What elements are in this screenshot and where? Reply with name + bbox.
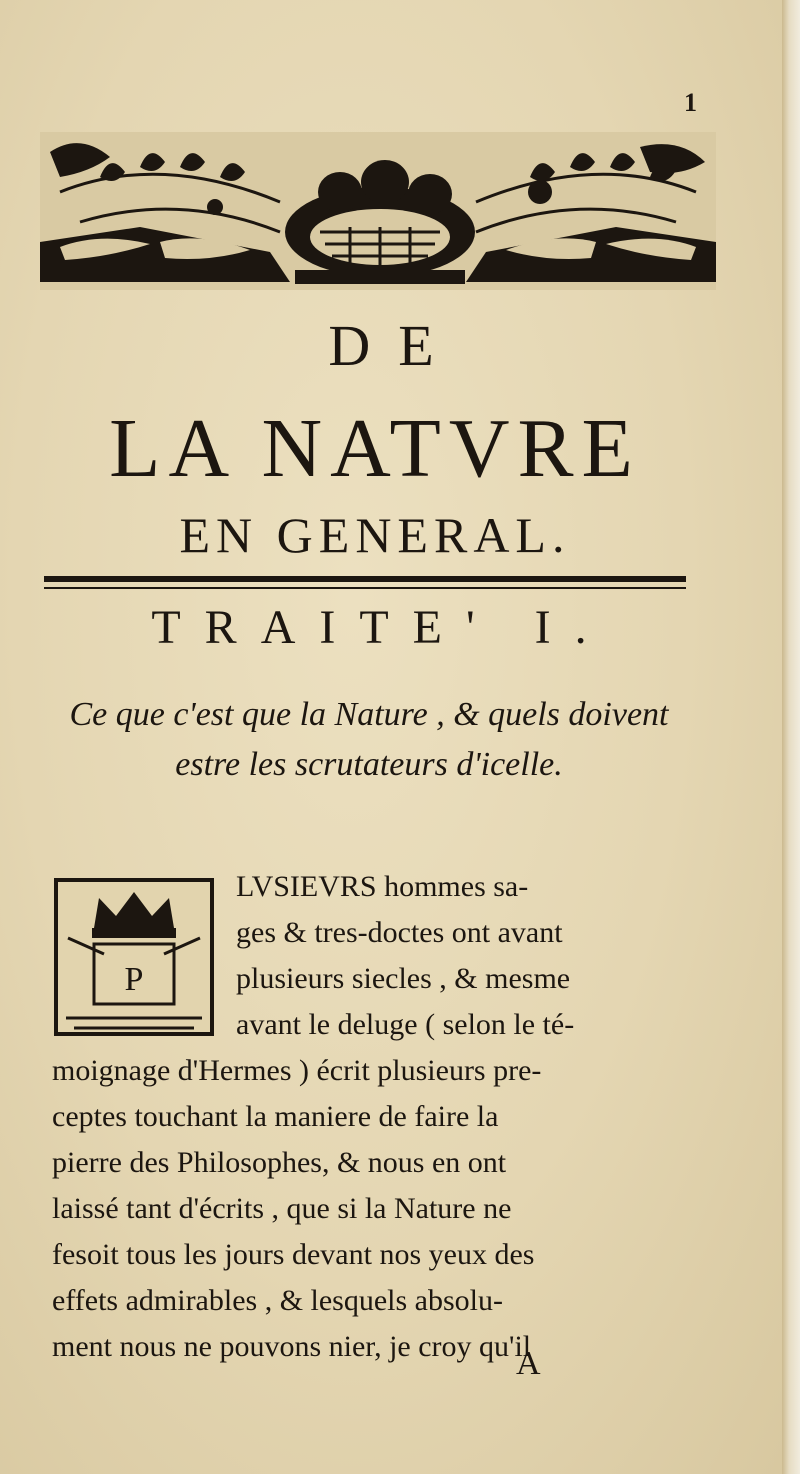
body-line: ceptes touchant la maniere de faire la (52, 1100, 499, 1133)
title-line-de: DE (328, 313, 462, 378)
body-line: moignage d'Hermes ) écrit plusieurs pre- (52, 1054, 542, 1087)
title-rule-thin (44, 587, 686, 589)
body-line: fesoit tous les jours devant nos yeux des (52, 1238, 535, 1271)
title-rule (44, 576, 686, 582)
page-edge (782, 0, 800, 1474)
body-line: pierre des Philosophes, & nous en ont (52, 1146, 507, 1179)
body-line: laissé tant d'écrits , que si la Nature ne (52, 1192, 512, 1225)
body-line: effets admirables , & lesquels absolu- (52, 1284, 503, 1317)
body-paragraph (52, 864, 702, 1370)
body-line: ment nous ne pouvons nier, je croy qu'il (52, 1330, 532, 1363)
chapter-subtitle: Ce que c'est que la Nature , & quels doivent estre les scrutateurs d'icelle. (69, 696, 669, 783)
body-line: LVSIEVRS hommes sa- (236, 870, 529, 903)
title-line-la-nature: LA NATVRE (109, 402, 641, 495)
signature-mark: A (516, 1345, 541, 1382)
title-line-en-general: EN GENERAL. (179, 507, 571, 563)
dropcap-letter: P (124, 961, 144, 998)
page-number: 1 (684, 88, 697, 117)
body-line: ges & tres-doctes ont avant (236, 916, 563, 949)
body-line: avant le deluge ( selon le té- (236, 1008, 575, 1041)
treatise-heading: TRAITE' I. (151, 601, 611, 654)
body-line: plusieurs siecles , & mesme (236, 962, 571, 995)
headpiece-ornament-icon (40, 132, 716, 290)
